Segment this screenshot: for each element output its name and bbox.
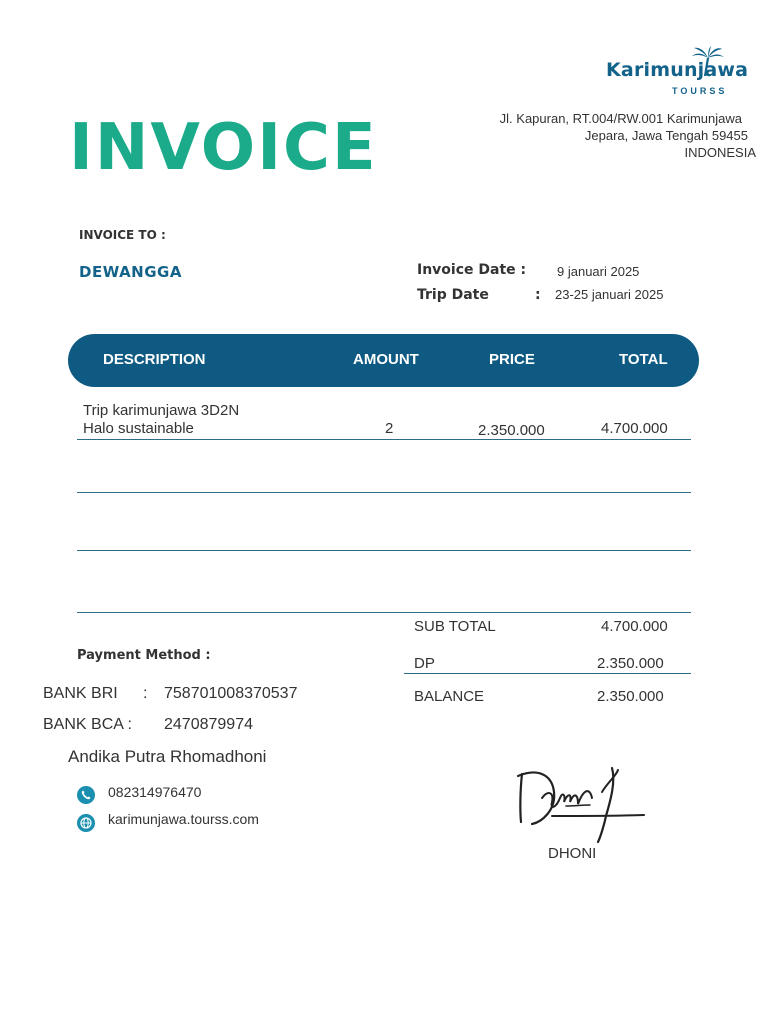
logo-wordmark: Karimunjawa xyxy=(606,59,749,81)
header-description: DESCRIPTION xyxy=(103,351,206,368)
header-price: PRICE xyxy=(489,351,535,368)
trip-date-colon: : xyxy=(535,287,541,303)
summary-divider xyxy=(404,673,691,674)
dp-value: 2.350.000 xyxy=(597,655,664,672)
subtotal-label: SUB TOTAL xyxy=(414,618,496,635)
subtotal-value: 4.700.000 xyxy=(601,618,668,635)
contact-phone: 082314976470 xyxy=(108,784,202,800)
address-line-3: INDONESIA xyxy=(684,145,756,160)
bank-bri-colon: : xyxy=(143,685,148,702)
bank-bca-number: 2470879974 xyxy=(164,716,253,733)
balance-value: 2.350.000 xyxy=(597,688,664,705)
signature-name: DHONI xyxy=(548,845,597,862)
header-total: TOTAL xyxy=(619,351,668,368)
row-amount: 2 xyxy=(385,420,394,437)
row-price: 2.350.000 xyxy=(478,422,545,439)
company-address xyxy=(500,110,756,161)
address-line-2: Jepara, Jawa Tengah 59455 xyxy=(584,128,748,143)
row-description-line-1: Trip karimunjawa 3D2N xyxy=(83,402,240,419)
row-divider xyxy=(77,439,691,440)
logo-subtitle: TOURSS xyxy=(672,86,728,96)
bank-bri-label: BANK BRI xyxy=(43,685,118,702)
invoice-date-label: Invoice Date : xyxy=(417,262,527,278)
row-divider xyxy=(77,612,691,613)
row-divider xyxy=(77,492,691,493)
trip-date-value: 23-25 januari 2025 xyxy=(555,287,664,302)
invoice-to-label: INVOICE TO : xyxy=(79,228,166,242)
globe-icon xyxy=(77,814,95,832)
payment-method-label: Payment Method : xyxy=(77,648,211,663)
row-total: 4.700.000 xyxy=(601,420,668,437)
company-logo xyxy=(600,46,760,102)
row-description-line-2: Halo sustainable xyxy=(83,420,194,437)
account-holder-name: Andika Putra Rhomadhoni xyxy=(68,747,267,766)
client-name: DEWANGGA xyxy=(79,263,182,281)
bank-bca-label: BANK BCA : xyxy=(43,716,132,733)
invoice-date-value: 9 januari 2025 xyxy=(557,264,640,279)
signature-graphic xyxy=(512,762,652,844)
trip-date-label: Trip Date xyxy=(417,287,489,303)
contact-website[interactable]: karimunjawa.tourss.com xyxy=(108,811,259,827)
table-header xyxy=(68,334,699,387)
dp-label: DP xyxy=(414,655,435,672)
row-divider xyxy=(77,550,691,551)
bank-bri-number: 758701008370537 xyxy=(164,685,298,702)
invoice-title: INVOICE xyxy=(69,111,378,185)
header-amount: AMOUNT xyxy=(353,351,419,368)
address-line-1: Jl. Kapuran, RT.004/RW.001 Karimunjawa xyxy=(499,111,742,126)
balance-label: BALANCE xyxy=(414,688,485,705)
phone-icon xyxy=(77,786,95,804)
